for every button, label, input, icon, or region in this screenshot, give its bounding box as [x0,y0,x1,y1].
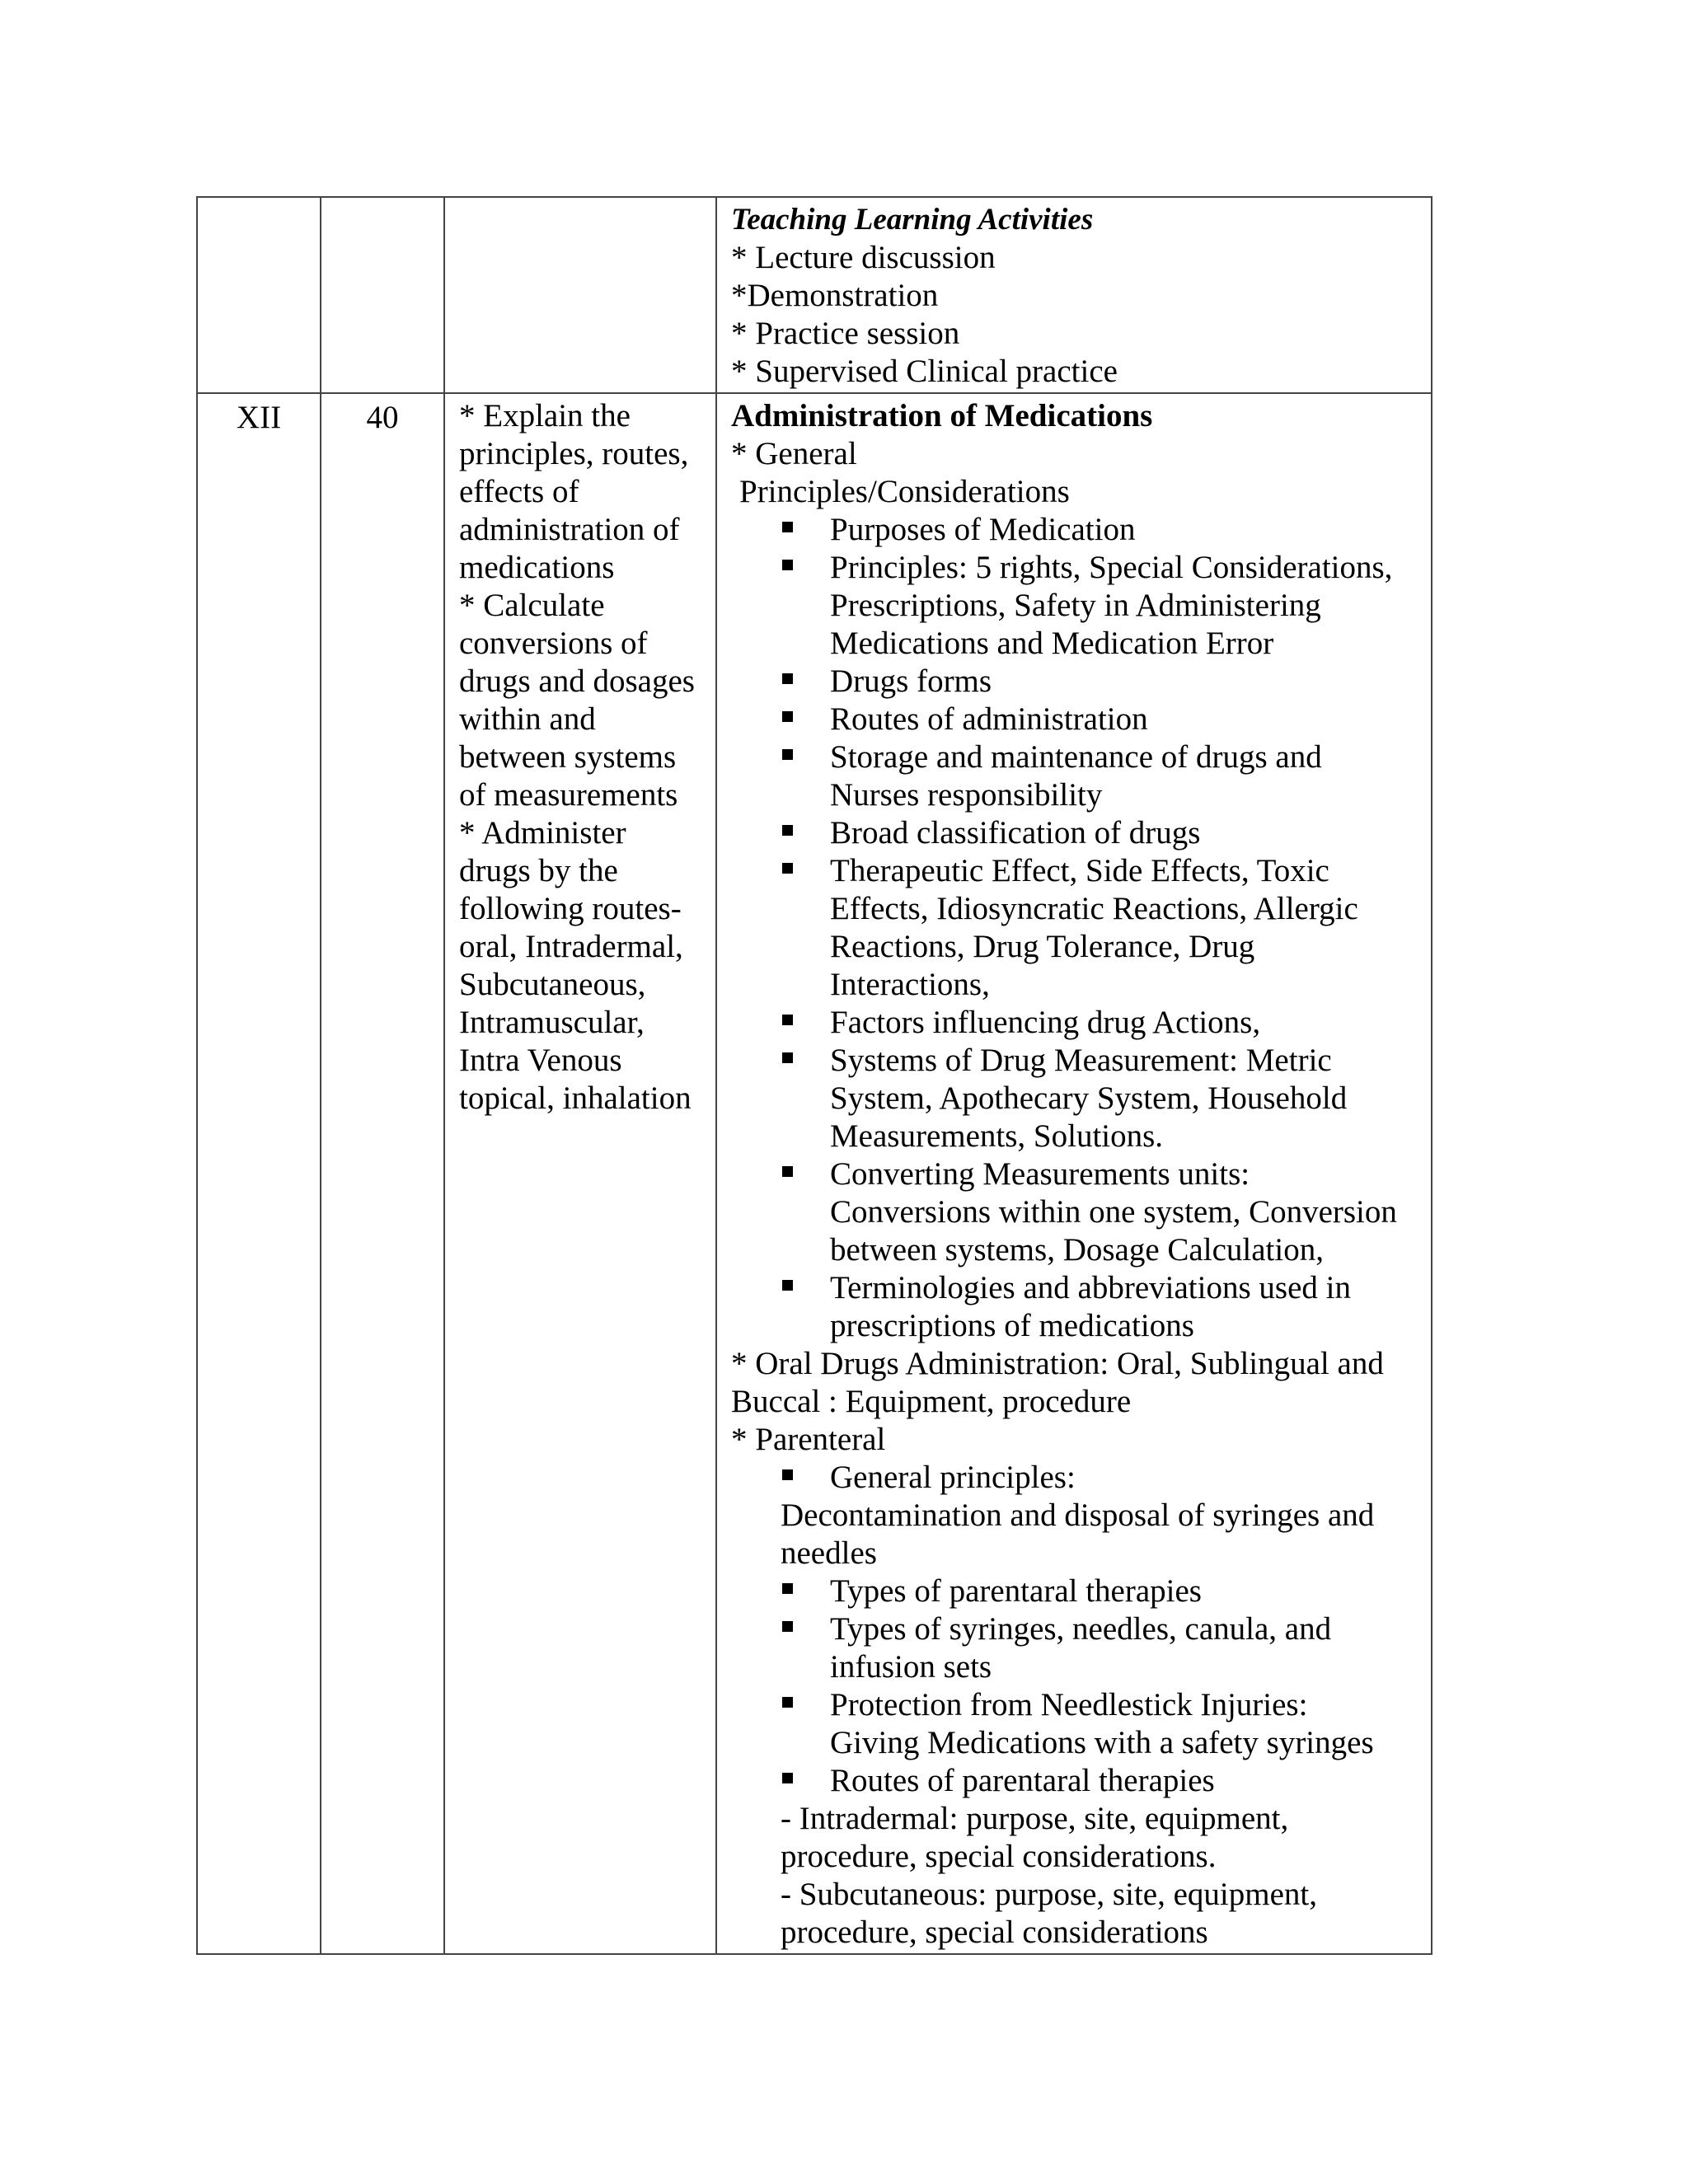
bullet-continuation: prescriptions of medications [830,1308,1194,1343]
bullet-item: Storage and maintenance of drugs and [731,738,1431,776]
section-title: Administration of Medications [731,398,1153,434]
objective-line: topical, inhalation [459,1080,692,1116]
bullet-continuation: infusion sets [830,1649,992,1685]
tla-item: *Demonstration [731,278,939,313]
bullet-continuation: Prescriptions, Safety in Administering [830,588,1321,623]
square-bullet-icon [782,673,793,684]
square-bullet-icon [782,1015,793,1025]
objective-line: * Explain the [459,398,631,434]
tla-item: * Practice session [731,316,960,351]
square-bullet-icon [782,863,793,874]
bullet-continuation: Nurses responsibility [830,777,1103,813]
bullet-item: Types of parentaral therapies [731,1572,1431,1610]
content-line: procedure, special considerations. [781,1839,1217,1874]
bullet-continuation: Giving Medications with a safety syringes [830,1725,1374,1760]
tla-item: * Supervised Clinical practice [731,354,1118,389]
objective-line: Intra Venous [459,1043,622,1078]
objectives-cell [444,197,716,393]
square-bullet-icon [782,1583,793,1594]
bullet-item: Systems of Drug Measurement: Metric [731,1042,1431,1080]
content-line: Buccal : Equipment, procedure [731,1384,1132,1419]
bullet-item: Purposes of Medication [731,511,1431,549]
table-row [197,393,1432,1954]
objective-line: drugs by the [459,853,618,888]
content-line: - Subcutaneous: purpose, site, equipment, [781,1877,1317,1912]
bullet-item: Routes of parentaral therapies [731,1762,1431,1800]
square-bullet-icon [782,825,793,836]
objectives-cell [444,393,716,1954]
tla-item: * Lecture discussion [731,240,996,275]
objective-line: medications [459,550,615,585]
tla-heading: Teaching Learning Activities [731,203,1094,237]
bullet-continuation: Measurements, Solutions. [830,1118,1164,1154]
unit-cell [197,393,321,1954]
content-line: Principles/Considerations [739,474,1070,509]
bullet-item: Drugs forms [731,663,1431,701]
objective-line: effects of [459,474,579,509]
bullet-continuation: Interactions, [830,967,990,1002]
square-bullet-icon [782,1166,793,1177]
content-line: * General [731,436,857,471]
bullet-item: General principles: [731,1459,1431,1497]
square-bullet-icon [782,1469,793,1480]
content-cell [716,197,1432,393]
hours-cell [321,197,444,393]
bullet-continuation: System, Apothecary System, Household [830,1080,1348,1116]
objective-line: between systems [459,739,677,775]
bullet-continuation: between systems, Dosage Calculation, [830,1232,1324,1268]
objective-line: following routes- [459,891,682,926]
content-line: needles [781,1535,877,1571]
square-bullet-icon [782,1697,793,1708]
table-row [197,197,1432,393]
objective-line: * Calculate [459,588,605,623]
bullet-item: Protection from Needlestick Injuries: [731,1686,1431,1724]
content-cell [716,393,1432,1954]
syllabus-table [196,196,1432,1955]
objective-line: Intramuscular, [459,1005,645,1040]
objective-line: drugs and dosages [459,663,695,699]
hours-cell [321,393,444,1954]
bullet-continuation: Effects, Idiosyncratic Reactions, Allergic [830,891,1358,926]
bullet-continuation: Medications and Medication Error [830,626,1274,661]
bullet-item: Types of syringes, needles, canula, and [731,1610,1431,1648]
square-bullet-icon [782,711,793,722]
bullet-item: Principles: 5 rights, Special Considerations, [731,549,1431,587]
unit-cell [197,197,321,393]
bullet-item: Factors influencing drug Actions, [731,1004,1431,1042]
unit-number: XII [236,400,282,435]
bullet-continuation: Reactions, Drug Tolerance, Drug [830,929,1255,964]
content-line: procedure, special considerations [781,1915,1208,1950]
bullet-item: Therapeutic Effect, Side Effects, Toxic [731,852,1431,890]
square-bullet-icon [782,1280,793,1291]
objective-line: principles, routes, [459,436,689,471]
objective-line: Subcutaneous, [459,967,646,1002]
square-bullet-icon [782,560,793,570]
bullet-item: Converting Measurements units: [731,1155,1431,1193]
objective-line: administration of [459,512,680,547]
objective-line: conversions of [459,626,648,661]
bullet-continuation: Conversions within one system, Conversion [830,1194,1397,1230]
bullet-item: Broad classification of drugs [731,814,1431,852]
bullet-item: Routes of administration [731,701,1431,738]
hours-value: 40 [366,400,399,435]
square-bullet-icon [782,1773,793,1783]
objective-line: within and [459,701,596,737]
objective-line: of measurements [459,777,678,813]
content-line: - Intradermal: purpose, site, equipment, [781,1801,1289,1836]
bullet-item: Terminologies and abbreviations used in [731,1269,1431,1307]
square-bullet-icon [782,1052,793,1063]
objective-line: oral, Intradermal, [459,929,683,964]
square-bullet-icon [782,1621,793,1632]
content-line: * Oral Drugs Administration: Oral, Sublingual and [731,1346,1384,1381]
square-bullet-icon [782,522,793,532]
content-line: * Parenteral [731,1422,886,1457]
content-line: Decontamination and disposal of syringes and [781,1497,1375,1533]
objective-line: * Administer [459,815,626,851]
square-bullet-icon [782,749,793,760]
